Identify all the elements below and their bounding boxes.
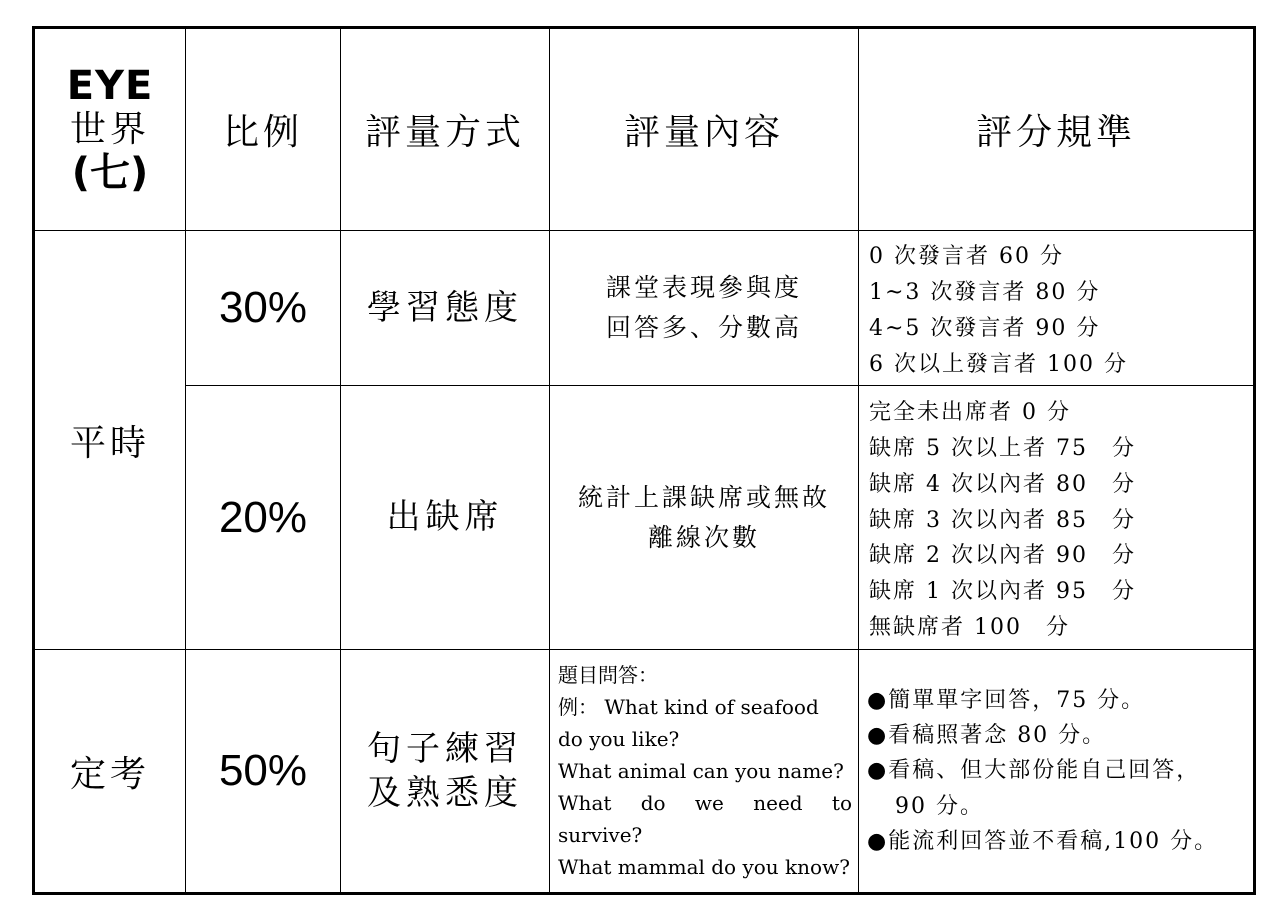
rule-line: 90 分。 (895, 793, 984, 819)
exam-percent: 50% (186, 650, 341, 894)
attendance-method: 出缺席 (341, 386, 550, 650)
header-ratio: 比例 (186, 28, 341, 231)
exam-content-line: What animal can you name? (558, 759, 844, 783)
attitude-rules (859, 231, 1255, 386)
rule-line: ●看稿、但大部份能自己回答， (867, 758, 1201, 784)
rule-line: 完全未出席者 0 分 (869, 399, 1071, 425)
course-title-world: 世界 (69, 108, 150, 150)
exam-content-line: 例： What kind of seafood (558, 695, 819, 719)
rule-line: 1~3 次發言者 80 分 (869, 280, 1101, 306)
attendance-content-line: 離線次數 (647, 522, 760, 552)
rule-line: 0 次發言者 60 分 (869, 244, 1064, 270)
course-title-cell (34, 28, 186, 231)
attitude-method: 學習態度 (341, 231, 550, 386)
rule-line: 無缺席者 100 分 (869, 615, 1070, 641)
rule-line: 6 次以上發言者 100 分 (869, 351, 1128, 377)
header-method: 評量方式 (341, 28, 550, 231)
rule-line: ●簡單單字回答，75 分。 (867, 688, 1146, 714)
course-title-eye: EYE (66, 62, 154, 109)
rule-line: 缺席 4 次以內者 80 分 (869, 471, 1136, 497)
attitude-row (34, 231, 1255, 386)
header-content: 評量內容 (550, 28, 859, 231)
exam-content-line: What mammal do you know? (558, 855, 850, 879)
header-rules: 評分規準 (859, 28, 1255, 231)
attendance-rules (859, 386, 1255, 650)
exam-method (341, 650, 550, 894)
attendance-content (550, 386, 859, 650)
exam-content (550, 650, 859, 894)
rule-line: 缺席 3 次以內者 85 分 (869, 507, 1136, 533)
rule-line: 缺席 2 次以內者 90 分 (869, 543, 1136, 569)
exam-method-line: 及熟悉度 (367, 773, 523, 813)
rule-line: 4~5 次發言者 90 分 (869, 316, 1101, 341)
exam-content-line: do you like? (558, 727, 680, 751)
grading-table (32, 26, 1256, 895)
exam-content-line: What do we need to (558, 791, 852, 815)
attitude-content (550, 231, 859, 386)
attitude-content-line: 回答多、分數高 (605, 313, 802, 342)
header-row (34, 28, 1255, 231)
attitude-content-line: 課堂表現參與度 (605, 273, 802, 302)
attendance-content-line: 統計上課缺席或無故 (577, 482, 830, 512)
attendance-row (34, 386, 1255, 650)
rule-line: 缺席 5 次以上者 75 分 (869, 435, 1136, 461)
exam-method-line: 句子練習 (367, 728, 523, 769)
rule-line: ●能流利回答並不看稿,100 分。 (867, 828, 1219, 854)
category-regular: 平時 (34, 231, 186, 650)
exam-content-line: 題目問答： (558, 663, 658, 687)
rule-line: 缺席 1 次以內者 95 分 (869, 579, 1136, 605)
exam-content-line: survive? (558, 823, 643, 847)
attendance-percent: 20% (186, 386, 341, 650)
rule-line: ●看稿照著念 80 分。 (867, 723, 1107, 749)
attitude-percent: 30% (186, 231, 341, 386)
exam-row (34, 650, 1255, 894)
exam-rules (859, 650, 1255, 894)
category-exam: 定考 (34, 650, 186, 894)
course-title-number: (七) (71, 150, 149, 197)
